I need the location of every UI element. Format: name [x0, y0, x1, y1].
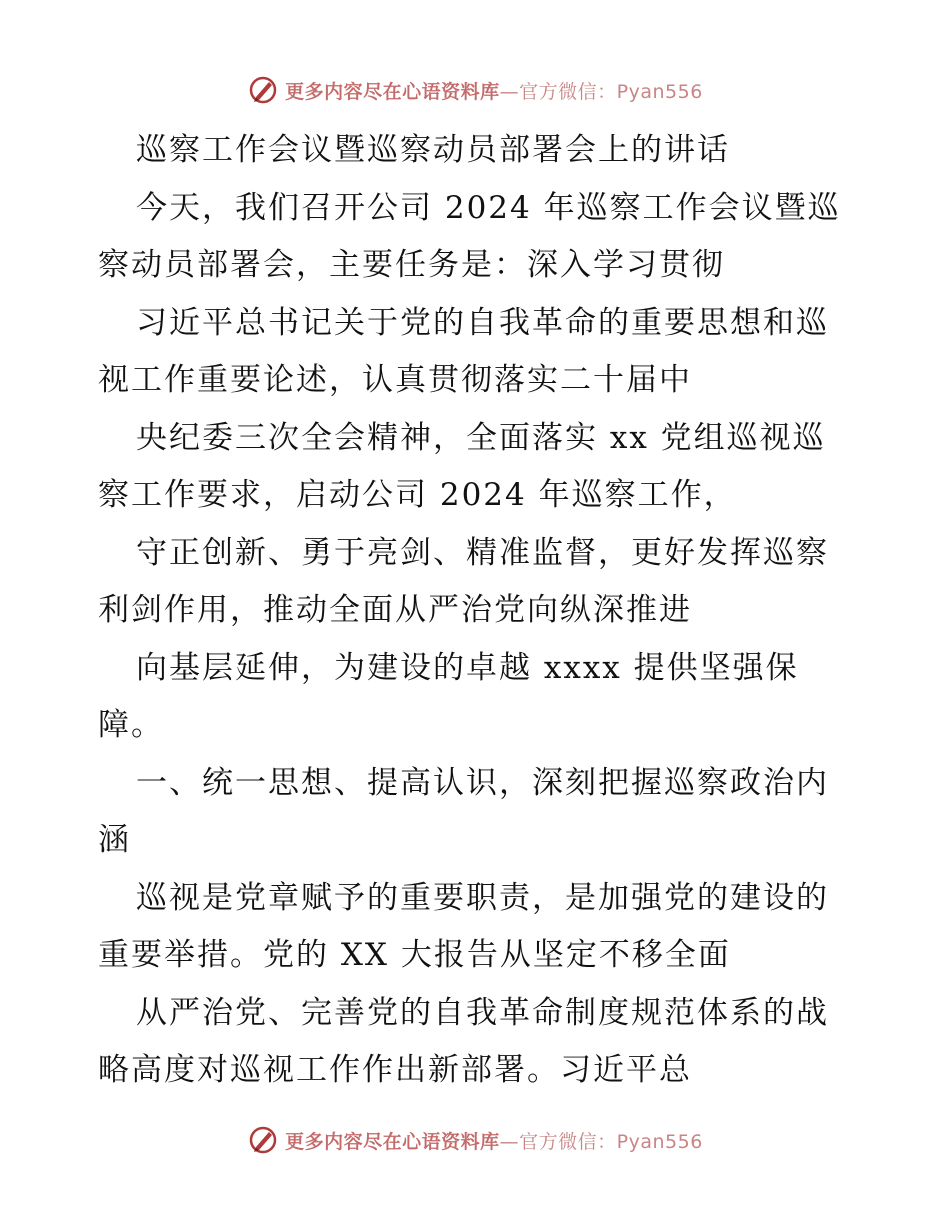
document-line: 视工作重要论述，认真贯彻落实二十届中 — [98, 362, 692, 398]
watermark-text — [285, 77, 703, 104]
document-body — [98, 122, 858, 1100]
document-line: 略高度对巡视工作作出新部署。习近平总 — [98, 1052, 692, 1088]
document-line: 巡察工作会议暨巡察动员部署会上的讲话 — [136, 132, 730, 168]
pen-logo-icon — [247, 1124, 279, 1156]
document-line: 向基层延伸，为建设的卓越 xxxx 提供坚强保 — [136, 649, 799, 686]
watermark-separator: — — [499, 1130, 520, 1153]
watermark-contact: 官方微信：Pyan556 — [519, 1130, 703, 1153]
footer-watermark-banner — [0, 1120, 950, 1160]
watermark-contact: 官方微信：Pyan556 — [519, 80, 703, 103]
watermark-separator: — — [499, 80, 520, 103]
document-line: 央纪委三次全会精神，全面落实 xx 党组巡视巡 — [136, 419, 826, 456]
watermark-brand: 更多内容尽在心语资料库 — [285, 80, 500, 103]
document-line: 涵 — [98, 822, 131, 858]
pen-logo-icon — [247, 74, 279, 106]
watermark-brand: 更多内容尽在心语资料库 — [285, 1130, 500, 1153]
document-line: 察工作要求，启动公司 2024 年巡察工作， — [98, 477, 737, 513]
document-line: 巡视是党章赋予的重要职责，是加强党的建设的 — [136, 879, 829, 916]
document-line: 今天，我们召开公司 2024 年巡察工作会议暨巡 — [136, 189, 841, 226]
document-line: 一、统一思想、提高认识，深刻把握巡察政治内 — [136, 764, 829, 801]
document-line: 利剑作用，推动全面从严治党向纵深推进 — [98, 592, 692, 628]
watermark-text — [285, 1127, 703, 1154]
document-line: 从严治党、完善党的自我革命制度规范体系的战 — [136, 994, 829, 1031]
document-line: 守正创新、勇于亮剑、精准监督，更好发挥巡察 — [136, 534, 829, 571]
document-line: 重要举措。党的 XX 大报告从坚定不移全面 — [98, 937, 731, 973]
header-watermark-banner — [0, 70, 950, 110]
document-line: 障。 — [98, 707, 164, 743]
document-line: 察动员部署会，主要任务是：深入学习贯彻 — [98, 247, 725, 283]
document-line: 习近平总书记关于党的自我革命的重要思想和巡 — [136, 304, 829, 341]
